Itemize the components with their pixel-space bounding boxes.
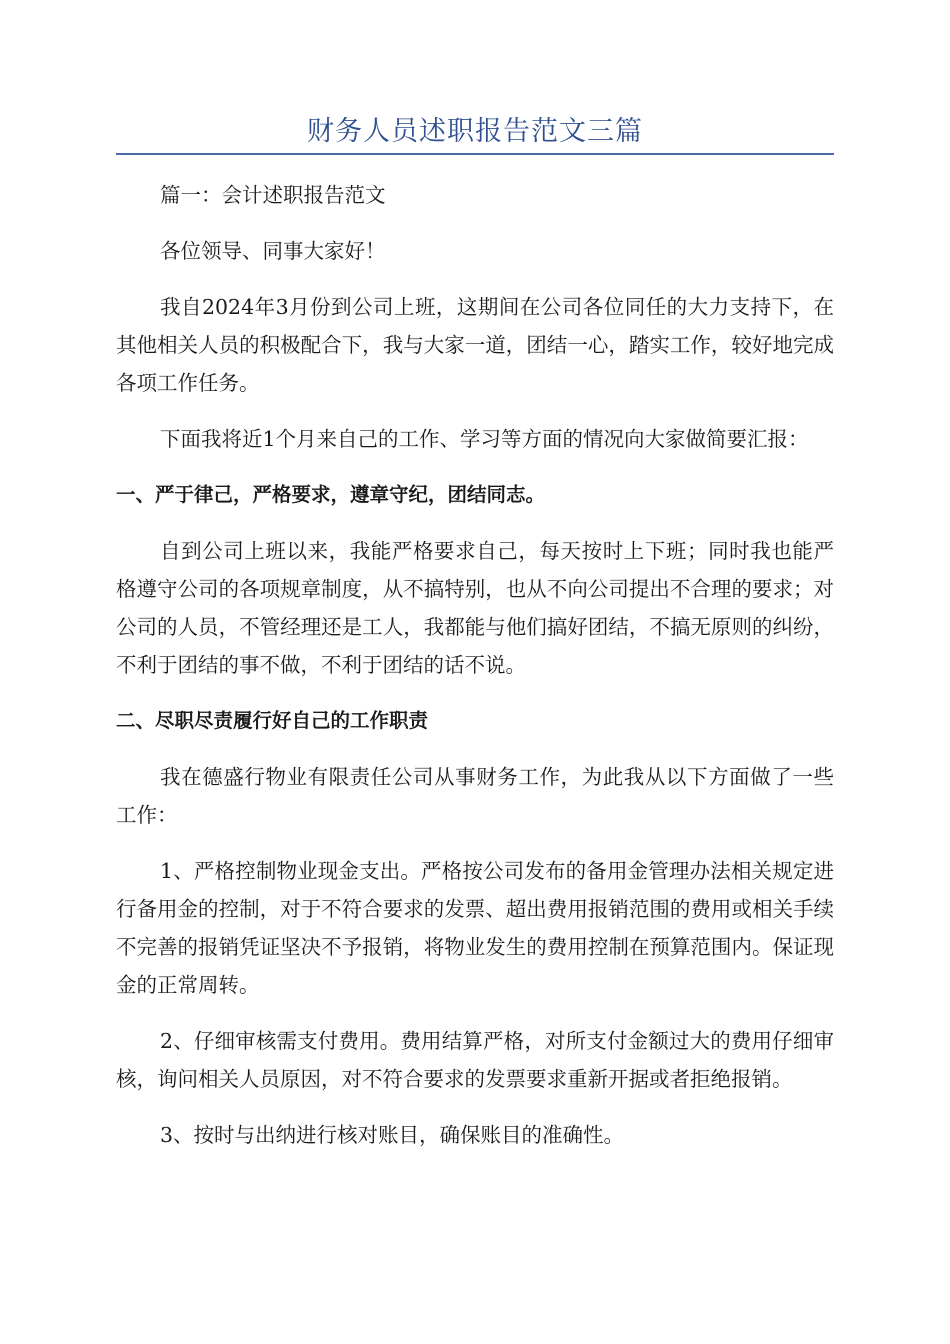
section-subtitle: 篇一：会计述职报告范文 [160,183,386,207]
document-body [116,176,834,1154]
list-item-3: 3、按时与出纳进行核对账目，确保账目的准确性。 [160,1123,625,1147]
greeting-paragraph: 各位领导、同事大家好！ [160,239,386,263]
title-underline [116,153,834,155]
section-heading-1: 一、严于律己，严格要求，遵章守纪，团结同志。 [116,483,546,506]
duties-intro-paragraph: 我在德盛行物业有限责任公司从事财务工作，为此我从以下方面做了一些工作： [116,765,834,827]
list-item-2: 2、仔细审核需支付费用。费用结算严格，对所支付金额过大的费用仔细审核，询问相关人员原因，对不符合要求的发票要求重新开据或者拒绝报销。 [116,1029,834,1091]
discipline-paragraph: 自到公司上班以来，我能严格要求自己，每天按时上下班；同时我也能严格遵守公司的各项规章制度，从不搞特别，也从不向公司提出不合理的要求；对公司的人员，不管经理还是工人，我都能与他们搞好团结，不搞无原则的纠纷，不利于团结的事不做，不利于团结的话不说。 [116,539,834,677]
section-heading-2: 二、尽职尽责履行好自己的工作职责 [116,709,429,732]
intro-paragraph: 我自2024年3月份到公司上班，这期间在公司各位同任的大力支持下，在其他相关人员的积极配合下，我与大家一道，团结一心，踏实工作，较好地完成各项工作任务。 [116,295,834,395]
summary-paragraph: 下面我将近1个月来自己的工作、学习等方面的情况向大家做简要汇报： [160,427,809,451]
list-item-1: 1、严格控制物业现金支出。严格按公司发布的备用金管理办法相关规定进行备用金的控制，对于不符合要求的发票、超出费用报销范围的费用或相关手续不完善的报销凭证坚决不予报销，将物业发生的费用控制在预算范围内。保证现金的正常周转。 [116,859,834,997]
document-title: 财务人员述职报告范文三篇 [307,116,643,147]
